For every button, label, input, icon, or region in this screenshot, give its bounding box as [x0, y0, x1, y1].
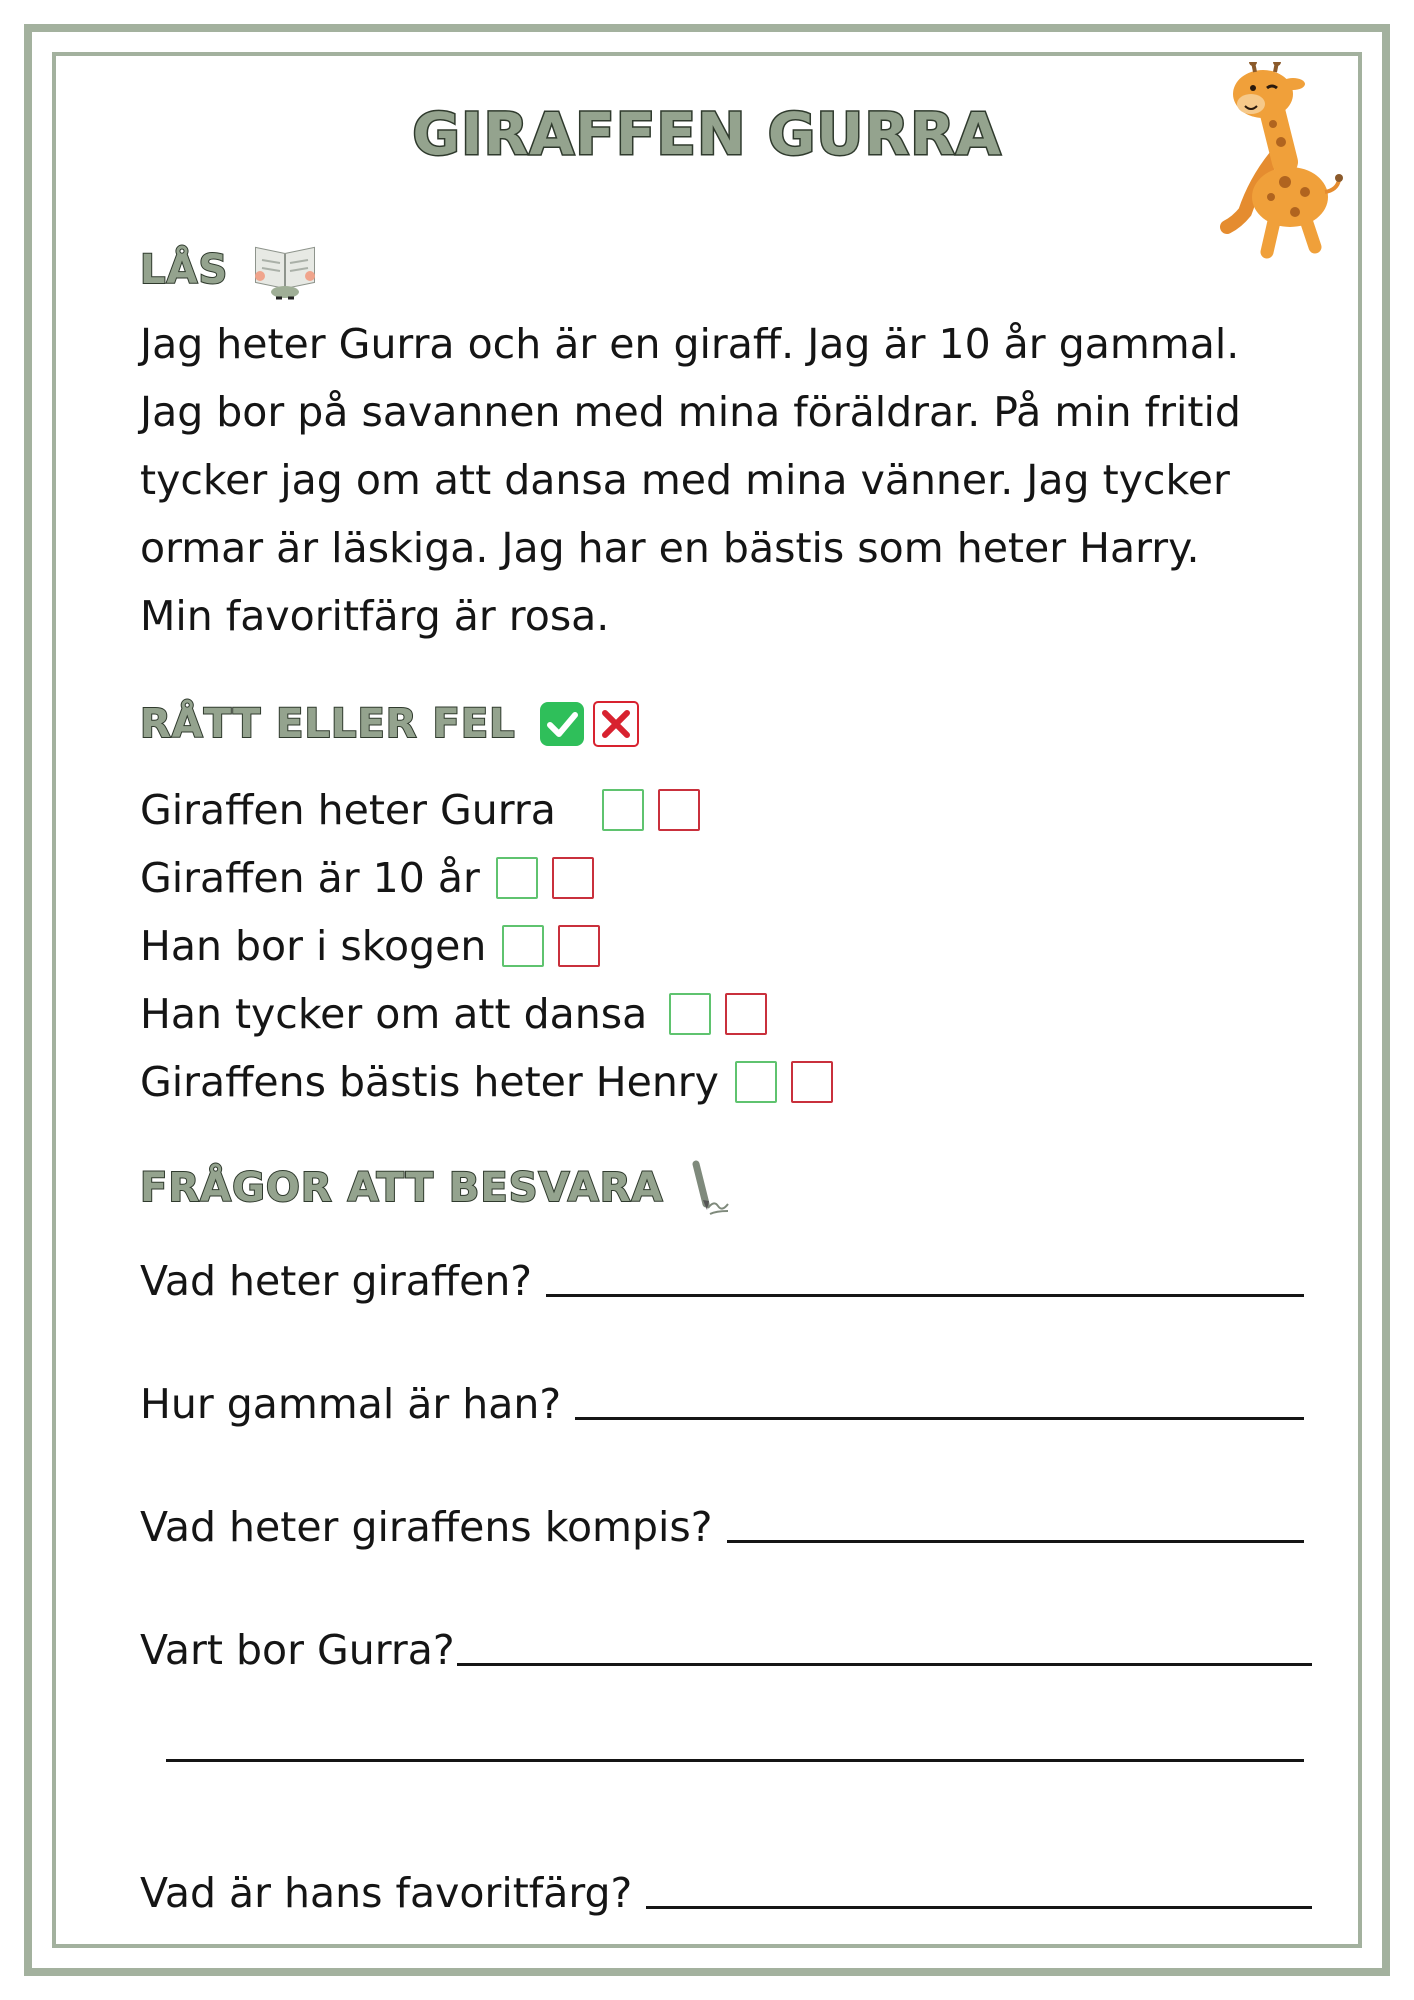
question-row — [140, 1857, 1312, 1917]
cross-mark-icon — [592, 700, 640, 748]
questions-heading-label: FRÅGOR ATT BESVARA — [140, 1165, 664, 1211]
page-title: GIRAFFEN GURRA — [412, 100, 1002, 168]
question-text: Vad heter giraffens kompis? — [140, 1503, 713, 1551]
reading-person-icon — [250, 238, 320, 302]
true-false-item — [140, 780, 700, 840]
question-row — [140, 1245, 1304, 1305]
answer-line[interactable] — [575, 1417, 1304, 1420]
giraffe-icon — [1215, 62, 1345, 262]
true-false-item — [140, 848, 594, 908]
true-checkbox[interactable] — [502, 925, 544, 967]
true-false-statement: Giraffens bästis heter Henry — [140, 1058, 719, 1106]
true-checkbox[interactable] — [669, 993, 711, 1035]
question-text: Vad är hans favoritfärg? — [140, 1869, 633, 1917]
pencil-writing-icon — [686, 1160, 732, 1216]
check-mark-icon — [538, 700, 586, 748]
false-checkbox[interactable] — [658, 789, 700, 831]
true-false-statement: Giraffen är 10 år — [140, 854, 480, 902]
true-false-item — [140, 1052, 833, 1112]
question-row — [140, 1614, 1312, 1674]
question-row — [140, 1491, 1304, 1551]
read-heading-label: LÅS — [140, 247, 229, 293]
question-row — [166, 1710, 1304, 1770]
questions-heading — [140, 1160, 732, 1216]
question-text: Vad heter giraffen? — [140, 1257, 533, 1305]
true-false-heading — [140, 700, 640, 748]
true-false-heading-label: RÅTT ELLER FEL — [140, 701, 516, 747]
question-text: Hur gammal är han? — [140, 1380, 562, 1428]
false-checkbox[interactable] — [725, 993, 767, 1035]
answer-line[interactable] — [546, 1294, 1304, 1297]
question-text: Vart bor Gurra? — [140, 1626, 455, 1674]
answer-line[interactable] — [457, 1663, 1312, 1666]
false-checkbox[interactable] — [791, 1061, 833, 1103]
true-false-statement: Han tycker om att dansa — [140, 990, 648, 1038]
true-checkbox[interactable] — [496, 857, 538, 899]
answer-line[interactable] — [166, 1759, 1304, 1762]
true-checkbox[interactable] — [602, 789, 644, 831]
true-false-item — [140, 984, 767, 1044]
answer-line[interactable] — [727, 1540, 1304, 1543]
false-checkbox[interactable] — [558, 925, 600, 967]
false-checkbox[interactable] — [552, 857, 594, 899]
true-false-item — [140, 916, 600, 976]
answer-line[interactable] — [646, 1906, 1312, 1909]
question-row — [140, 1368, 1304, 1428]
reading-passage: Jag heter Gurra och är en giraff. Jag är 10 år gammal. Jag bor på savannen med mina föräldrar. På min fritid tycker jag om att dansa med mina vänner. Jag tycker ormar är läskiga. Jag har en bästis som heter Harry. Min favoritfärg är rosa. — [140, 320, 1241, 640]
true-false-statement: Giraffen heter Gurra — [140, 786, 556, 834]
read-heading — [140, 238, 320, 302]
true-false-statement: Han bor i skogen — [140, 922, 487, 970]
true-checkbox[interactable] — [735, 1061, 777, 1103]
